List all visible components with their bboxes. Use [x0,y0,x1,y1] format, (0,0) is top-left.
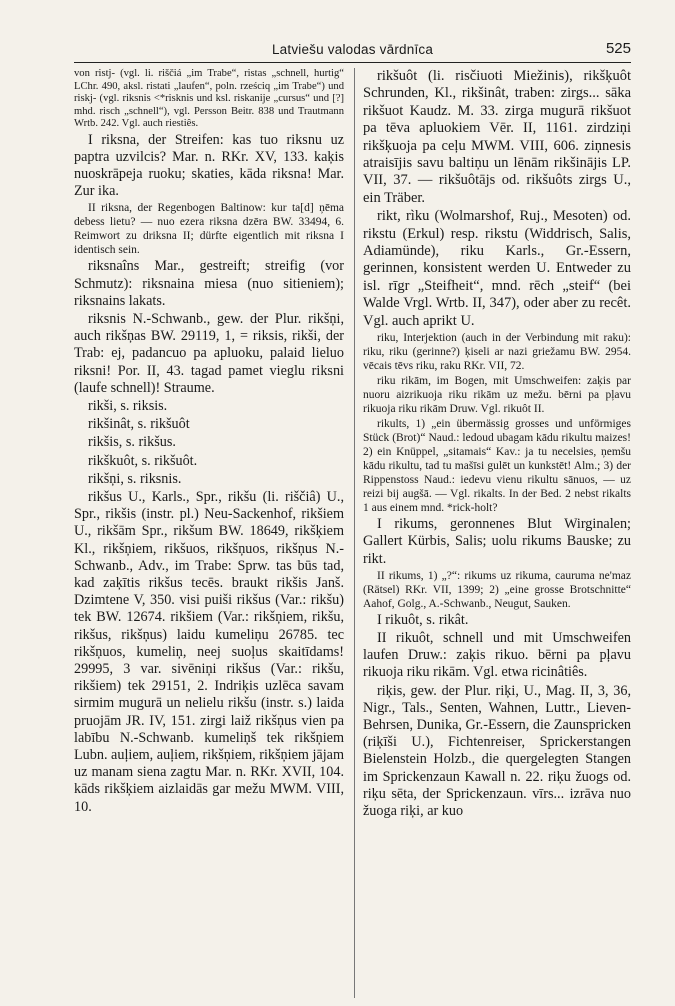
page-number: 525 [605,40,631,57]
dictionary-entry: rikšinât, s. rikšuôt [88,416,190,433]
dictionary-entry: rikšuôt (li. risčiuoti Miežinis), rikšķuôt Schrunden, Kl., rikšinât, traben: zirgs... sāka rikšuot Kaudz. M. 33. zirga mugurā rikšuot pa tēva apluokiem Vēr. II, 1161. zirdziņi rikšķuoja pa ceļu MWM. VIII, 606. ziņnesis atraisījis savu baltiņu un lēnām rikšinājis LP. VII, 37. — rikšuôtājs od. rikšuôts zirgs U., ein Träber. [363,68,631,206]
left-column [74,68,344,998]
dictionary-entry: rikšus U., Karls., Spr., rikšu (li. riščiâ) U., Spr., rikšis (instr. pl.) Neu-Sackenhof, rikšiem U., rikšām Spr., rikšum BW. 18649, rikšķiem Kl., rikšņiem, rikšuos, rikšņuos, rikšņus N.-Schwanb., Adv., im Trabe: Sprw. tas būs tad, kad zaķītis rikšus tecēs. braukt rikšis Janš. Dzimtene V, 350. visi puiši rikšus (Var.: rikšu) tek BW. 12674. rikšiem (Var.: rikšņiem, rikšu, rikšus, rikšņus) laidu kumeliņu 26785. tec rikšņuos, kumeliņ, neej suoļus skaitīdams! 29995, 3 var. sivēniņi rikšus (Var.: rikšu, rikšiem) tek 29151, 2. Indriķis uzlēca savam sirmim mugurā un nelielu rikšu (instr. s.) laida pruojām JR. IV, 151. zirgi laiž rikšņus vien pa labību N.-Schwanb. kumeliņš tek rikšņiem Lubn. auļiem, auļiem, rikšņiem, rikšņiem jājam uz manam siena zagtu Mar. n. RKr. XVII, 104. kāds rikšķiem aizlaidās gar mežu MWM. VIII, 10. [74,488,344,815]
dictionary-entry: riku rikām, im Bogen, mit Umschweifen: zaķis par nuoru aizrikuoja riku rikām uz mežu. bērni pa pļavu rikuoja riku rikām Druw. Vgl. rikuôt II. [363,375,631,416]
page-header [74,40,631,63]
dictionary-entry: rikškuôt, s. rikšuôt. [88,452,198,469]
dictionary-entry: I rikums, geronnenes Blut Wirginalen; Gallert Kürbis, Salis; uolu rikums Bauske; zu rikt. [363,516,631,567]
dictionary-entry: II riksna, der Regenbogen Baltinow: kur ta[d] ņēma debess lietu? — nuo ezera riksna dzēra BW. 33494, 6. Reimwort zu driksna II; dürfte eigentlich mit riksna I identisch sein. [74,202,344,257]
right-column [363,68,631,998]
column-divider [354,68,355,998]
dictionary-entry: I riksna, der Streifen: kas tuo riksnu uz paptra uzvilcis? Mar. n. RKr. XV, 133. kaķis nuoskrāpeja ruoku; skaties, kāda riksna! Mar. Zur ika. [74,131,344,200]
dictionary-entry: rikši, s. riksis. [88,397,168,414]
dictionary-entry: riku, Interjektion (auch in der Verbindung mit raku): riku, riku (gerinne?) ķiseli ar nazi griežamu BW. 2954. vēcais tēvs riku, raku RKr. VII, 72. [363,332,631,373]
running-title: Latviešu valodas vārdnīca [271,42,434,57]
dictionary-entry: rikšņi, s. riksnis. [88,470,182,487]
dictionary-entry: II rikuôt, schnell und mit Umschweifen laufen Druw.: zaķis rikuo. bērni pa pļavu rikuoja riku rikām. Vgl. etwa ricinâtiês. [363,629,631,681]
dictionary-entry: II rikums, 1) „?“: rikums uz rikuma, caurumа ne'maz (Rätsel) RKr. VII, 1399; 2) „eine grosse Brotschnitte“ Aahof, Golg., A.-Schwanb., Neugut, Sauken. [363,569,631,610]
dictionary-entry: riksnaîns Mar., gestreift; streifig (vor Schmutz): riksnaina miesa (nuo sitieniem); riksnains lakats. [74,258,344,309]
dictionary-entry: von ristj- (vgl. li. riščiá „im Trabe“, ristas „schnell, hurtig“ LChr. 490, aksl. ristati „laufen“, poln. rześciq „im Trabe“) und riskj- (vgl. riksnis <*risknis und ksl. riskanije „cursus“ und [?] mhd. risch „schnell“), vgl. Persson Beitr. 838 und Trautmann Wrtb. 242. Vgl. auch riestiês. [74,68,344,129]
dictionary-entry: rikt, rìku (Wolmarshof, Ruj., Mesoten) od. rikstu (Erkul) resp. rikstu (Widdrisch, Salis, Adiamünde), riku Karls., Gr.-Essern, gerinnen, konsistent werden U. Entweder zu isl. rīgr „Steifheit“, mnd. rēch „steif“ (bei Walde Vrgl. Wrtb. II, 347), oder aber zu recêt. Vgl. auch aprikt U. [363,208,631,329]
dictionary-entry: I rikuôt, s. rikât. [377,611,469,628]
dictionary-entry: rikšis, s. rikšus. [88,434,176,451]
dictionary-entry: riksnis N.-Schwanb., gew. der Plur. rikšņi, auch rikšņas BW. 29119, 1, = riksis, rikši, der Trab: ej, padancuo pa apluoku, palaid lieluo riksni! Por. II, 43. tagad pamet vieglu riksni (laufe schnell)! Straume. [74,310,344,396]
dictionary-entry: rikults, 1) „ein übermässig grosses und unförmiges Stück (Brot)“ Naud.: ledoud ubagam kādu rikultu maizes! 2) ein Knüppel, „sitamais“ Kav.: ja tu necelsies, ņemšu kādu rikultu, tad tu mašīsi gulēt un kunkstēt! Alm.; 3) der Rippenstoss Naud.: iedevu vienu rikultu sānuos, — uz reizi bij augšā. — Vgl. rikalts. In der Bed. 2 nebst rikalts 1 aus einem mnd. *rick-holt? [363,418,631,515]
dictionary-entry: riķis, gew. der Plur. riķi, U., Mag. II, 3, 36, Nigr., Tals., Senten, Wahnen, Luttr., Lieven-Behrsen, Dunika, Gr.-Essern, die Zaunspricken (riķīši U.), Fichtenreiser, Sprickerstangen Bielenstein Holzb., die quergelegten Stangen im Sprickenzaun Kawall n. 22. riķu žuogs od. riķu sēta, der Sprickenzaun. vīrs... izrāva nuo žuoga riķi, ar kuo [363,682,631,819]
